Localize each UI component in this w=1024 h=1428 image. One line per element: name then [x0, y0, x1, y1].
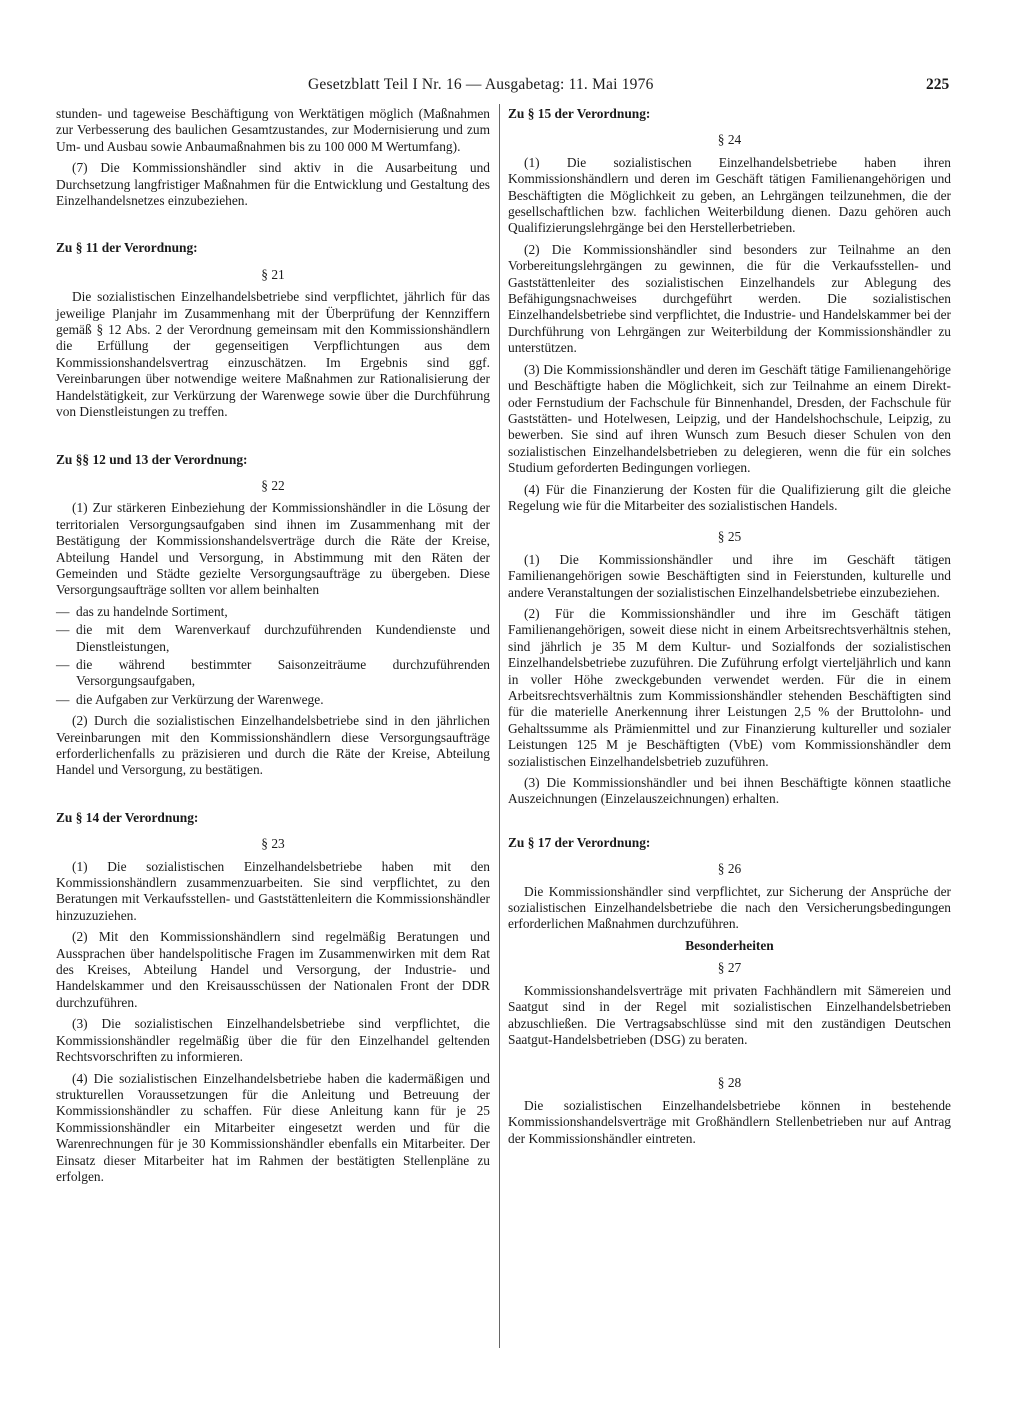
column-divider: [499, 104, 500, 1348]
paragraph-number-21: § 21: [261, 266, 285, 282]
list-item: — die während bestimmter Saisonzeiträume durchzuführenden Versorgungsaufgaben,: [56, 657, 490, 690]
list-item: — die mit dem Warenverkauf durchzuführenden Kundendienste und Dienstleistungen,: [56, 622, 490, 655]
paragraph-22-2: (2) Durch die sozialistischen Einzelhandelsbetriebe sind in den jährlichen Vereinbarungen mit den Kommissionshändlern diese Versorgungsaufträge erforderlichenfalls zu präzisieren und durch die Räte der Kreise, Abteilung Handel und Versorgung, zu bestätigen.: [56, 713, 490, 778]
paragraph-number-22: § 22: [261, 477, 285, 493]
page-number: 225: [926, 76, 950, 93]
paragraph-23-2: (2) Mit den Kommissionshändlern sind regelmäßig Beratungen und Aussprachen über handelspolitische Fragen im Zusammenwirken mit dem Rat des Kreises, Abteilung Handel und Versorgung, der Industrie- und Handelskammer und den Kreisausschüssen der Nationalen Front der DDR durchzuführen.: [56, 929, 490, 1010]
supply-tasks-list: [56, 604, 490, 708]
paragraph-25-1: (1) Die Kommissionshändler und ihre im Geschäft tätigen Familienangehörigen sowie Beschäftigten sind in Feierstunden, kulturelle und andere Veranstaltungen der sozialistischen Einzelhandelsbetriebe einzubeziehen.: [508, 551, 951, 600]
right-column: [508, 106, 951, 1152]
section-heading-zu-11: Zu § 11 der Verordnung:: [56, 240, 198, 256]
paragraph-25-3: (3) Die Kommissionshändler und bei ihnen Beschäftigte können staatliche Auszeichnungen (Einzelauszeichnungen) erhalten.: [508, 775, 951, 807]
paragraph-23-4: (4) Die sozialistischen Einzelhandelsbetriebe haben die kadermäßigen und strukturellen Voraussetzungen für die Anleitung und Betreuung der Kommissionshändler zu schaffen. Für diese Anleitung kann für je 25 Kommissionshändler ein Mitarbeiter eingesetzt werden und für die Warenrechnungen für je 30 Kommissionshändler ebenfalls ein Mitarbeiter. Der Einsatz dieser Mitarbeiter hat im Rahmen der bestätigten Stellenpläne zu erfolgen.: [56, 1070, 490, 1184]
section-heading-zu-17: Zu § 17 der Verordnung:: [508, 834, 651, 850]
paragraph-21-text: Die sozialistischen Einzelhandelsbetriebe sind verpflichtet, jährlich für das jeweilige Planjahr im Zusammenhang mit der Überprüfung der Kennziffern gemäß § 12 Abs. 2 der Verordnung gemeinsam mit den Kommissionshändlern die Erfüllung der gegenseitigen Verpflichtungen aus dem Kommissionshandelsvertrag einzuschätzen. Im Ergebnis sind ggf. Vereinbarungen über notwendige weitere Maßnahmen zur Rationalisierung der Handelstätigkeit, zur Verkürzung der Warenwege sowie über die Durchführung von Dienstleistungen zu treffen.: [56, 289, 490, 420]
paragraph-7: (7) Die Kommissionshändler sind aktiv in die Ausarbeitung und Durchsetzung langfristiger Maßnahmen für die Entwicklung und Gestaltung des Einzelhandelsnetzes einzubeziehen.: [56, 160, 490, 209]
paragraph-number-25: § 25: [717, 529, 742, 545]
paragraph-22-1: (1) Zur stärkeren Einbeziehung der Kommissionshändler in die Lösung der territorialen Versorgungsaufgaben sind ihnen im Zusammenhang mit der Bestätigung der Kommissionshandelsverträge durch die Räte der Kreise, Abteilung Handel und Versorgung, in Abstimmung mit den Räten der Gemeinden und Städte gezielte Versorgungsaufträge zu übergeben. Diese Versorgungsaufträge sollten vor allem beinhalten: [56, 500, 490, 598]
paragraph-23-1: (1) Die sozialistischen Einzelhandelsbetriebe haben mit den Kommissionshändlern zusammenzuarbeiten. Sie sind verpflichtet, zu den Beratungen mit Verkaufsstellen- und Gaststättenleitern die Kommissionshändler hinzuzuziehen.: [56, 858, 490, 923]
paragraph-number-24: § 24: [717, 132, 742, 148]
section-heading-zu-15: Zu § 15 der Verordnung:: [508, 106, 651, 121]
paragraph-number-23: § 23: [261, 836, 285, 852]
paragraph-25-2: (2) Für die Kommissionshändler und ihre im Geschäft tätigen Familienangehörigen, soweit diese nicht in einem Arbeitsrechtsverhältnis stehen, sind jährlich je 35 M dem Kultur- und Sozialfonds der sozialistischen Einzelhandelsbetriebe zuzuführen. Die Zuführung erfolgt vierteljährlich und kann in voller Höhe zweckgebunden verwendet werden. Für die in einem Arbeitsrechtsverhältnis zum Kommissionshändler stehenden Beschäftigten sind für die materielle Anerkennung ihrer Leistungen 2,5 % der Bruttolohn- und Gehaltssumme als Prämienmittel und zur Finanzierung kultureller und sozialer Leistungen 125 M je Beschäftigten (VbE) vom Kommissionshändler dem sozialistischen Einzelhandelsbetrieb zuzuführen.: [508, 605, 951, 769]
paragraph-24-1: (1) Die sozialistischen Einzelhandelsbetriebe haben ihren Kommissionshändlern und deren im Geschäft tätigen Familienangehörigen und Beschäftigten die Möglichkeit zu geben, an Lehrgängen teilzunehmen, die der gesellschaftlichen bzw. fachlichen Weiterbildung dienen. Dazu gehören auch Qualifizierungslehrgänge bei den Herstellerbetrieben.: [508, 154, 951, 236]
paragraph-continued: stunden- und tageweise Beschäftigung von Werktätigen möglich (Maßnahmen zur Verbesserung des baulichen Gesamtzustandes, zur Modernisierung und zum Um- und Ausbau sowie Anbaumaßnahmen bis zu 100 000 M Wertumfang).: [56, 106, 490, 154]
section-heading-zu-12-13: Zu §§ 12 und 13 der Verordnung:: [56, 451, 248, 467]
subheading-besonderheiten: Besonderheiten: [685, 937, 774, 953]
list-item: — das zu handelnde Sortiment,: [56, 604, 490, 620]
paragraph-number-27: § 27: [717, 960, 742, 976]
paragraph-26-text: Die Kommissionshändler sind verpflichtet, zur Sicherung der Ansprüche der sozialistischen Einzelhandelsbetriebe die nach den Versicherungsbedingungen erforderlichen Maßnahmen durchzuführen.: [508, 883, 951, 932]
page-header: [0, 76, 1024, 100]
paragraph-number-28: § 28: [717, 1075, 742, 1091]
paragraph-24-3: (3) Die Kommissionshändler und deren im Geschäft tätige Familienangehörige und Beschäftigte haben die Möglichkeit, sich zur Teilnahme an einem Direkt- oder Fernstudium der Fachschule für Binnenhandel, Dresden, der Fachschule für Gaststätten- und Hotelwesen, Leipzig, und der Handelshochschule, Leipzig, zu bewerben. Sie sind auf ihren Wunsch zum Besuch dieser Schulen von den sozialistischen Einzelhandelsbetrieben zu delegieren, wenn die für ein solches Studium geforderten Bedingungen vorliegen.: [508, 361, 951, 476]
left-column: [56, 106, 490, 1190]
paragraph-27-text: Kommissionshandelsverträge mit privaten Fachhändlern mit Sämereien und Saatgut sind in der Regel mit sozialistischen Einzelhandelsbetrieben abzuschließen. Die Vertragsabschlüsse sind mit den zuständigen Deutschen Saatgut-Handelsbetrieben (DSG) zu beraten.: [508, 982, 951, 1047]
running-header: Gesetzblatt Teil I Nr. 16 — Ausgabetag: 11. Mai 1976: [308, 76, 654, 93]
list-item: — die Aufgaben zur Verkürzung der Warenwege.: [56, 692, 490, 708]
paragraph-23-3: (3) Die sozialistischen Einzelhandelsbetriebe sind verpflichtet, die Kommissionshändler regelmäßig über die für den Einzelhandel geltenden Rechtsvorschriften zu informieren.: [56, 1016, 490, 1065]
paragraph-24-4: (4) Für die Finanzierung der Kosten für die Qualifizierung gilt die gleiche Regelung wie für die Mitarbeiter des sozialistischen Handels.: [508, 481, 951, 513]
paragraph-number-26: § 26: [717, 861, 742, 877]
paragraph-24-2: (2) Die Kommissionshändler sind besonders zur Teilnahme an den Vorbereitungslehrgängen zu gewinnen, die für die Verkaufsstellen- und Gaststättenleiter des sozialistischen Einzelhandels zur Ablegung des Befähigungsnachweises durchgeführt werden. Die sozialistischen Einzelhandelsbetriebe sind verpflichtet, die Industrie- und Handelskammer bei der Durchführung von Lehrgängen zur Weiterbildung der Kommissionshändler zu unterstützen.: [508, 241, 951, 356]
section-heading-zu-14: Zu § 14 der Verordnung:: [56, 809, 199, 825]
paragraph-28-text: Die sozialistischen Einzelhandelsbetriebe können in bestehende Kommissionshandelsverträge mit Großhändlern Stellenbetrieben nur auf Antrag der Kommissionshändler eintreten.: [508, 1097, 951, 1146]
